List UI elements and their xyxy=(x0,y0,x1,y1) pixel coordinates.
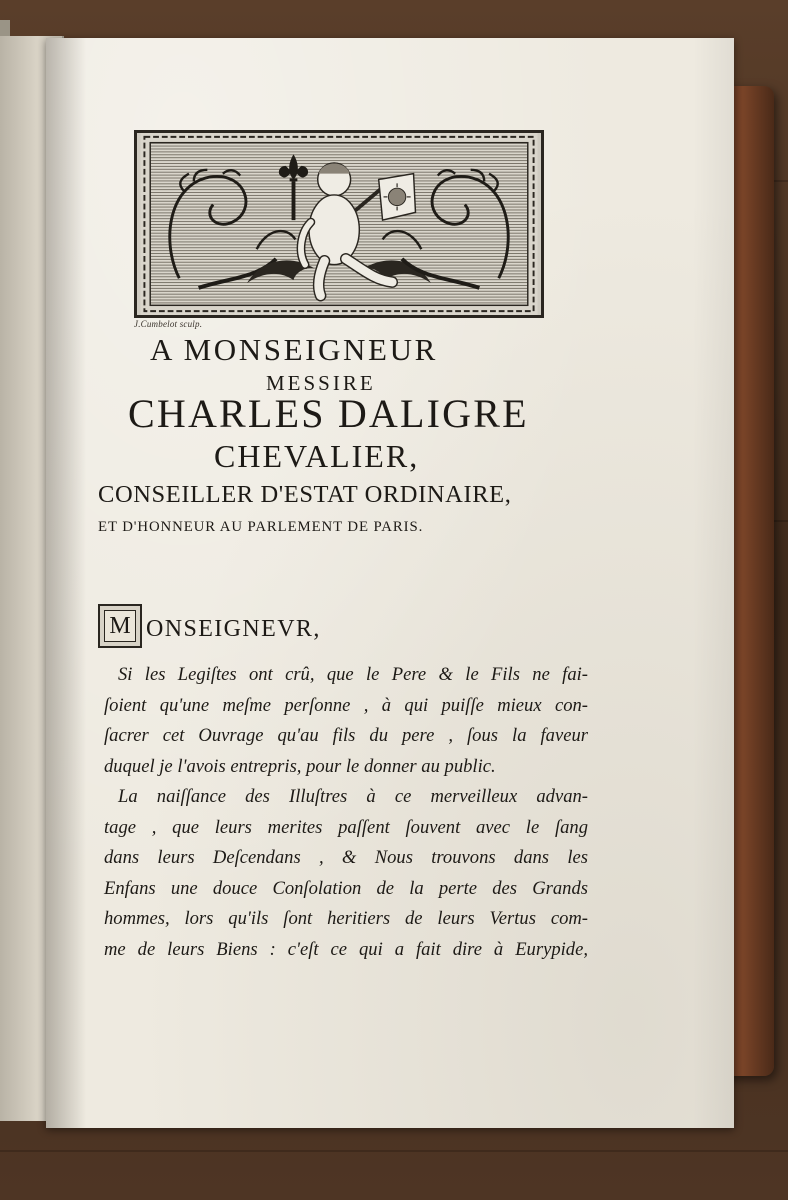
text-line: ſacrer cet Ouvrage qu'au fils du pere , ſous la faveur xyxy=(104,725,588,746)
engraver-signature: J.Cumbelot sculp. xyxy=(134,319,203,329)
title-chevalier: CHEVALIER, xyxy=(214,438,420,474)
gutter-shadow xyxy=(46,38,86,1128)
text-line: Si les Legiſtes ont crû, que le Pere & le Fils ne fai- xyxy=(118,664,588,685)
text-line: La naiſſance des Illuſtres à ce merveilleux advan- xyxy=(118,786,588,807)
text-line: duquel je l'avois entrepris, pour le donner au public. xyxy=(104,755,496,777)
title-conseiller: CONSEILLER D'ESTAT ORDINAIRE, xyxy=(98,481,512,508)
text-line: me de leurs Biens : c'eſt ce qui a fait dire à Eurypide, xyxy=(104,938,588,960)
text-line: tage , que leurs merites paſſent ſouvent avec le ſang xyxy=(104,816,588,838)
sun-banner-icon xyxy=(379,174,416,220)
title-parlement: ET D'HONNEUR AU PARLEMENT DE PARIS. xyxy=(98,519,424,535)
salutation: ONSEIGNEVR, xyxy=(146,616,321,642)
drop-cap-letter: M xyxy=(104,610,136,642)
text-line: ſoient qu'une meſme perſonne , à qui puiſſe mieux con- xyxy=(104,694,588,716)
drop-cap xyxy=(98,604,142,648)
title-messire: MESSIRE xyxy=(266,371,376,395)
wood-grain xyxy=(0,1150,788,1152)
dedication-body xyxy=(104,660,588,965)
title-dedicatee-line: A MONSEIGNEUR xyxy=(150,332,438,367)
vignette-engraving xyxy=(137,133,541,315)
text-line: hommes, lors qu'ils ſont heritiers de leurs Vertus com- xyxy=(104,908,588,929)
title-name: CHARLES DALIGRE xyxy=(128,391,529,436)
engraved-vignette xyxy=(134,130,544,318)
text-line: dans leurs Deſcendans , & Nous trouvons dans les xyxy=(104,847,588,868)
dedication-page xyxy=(46,38,734,1128)
text-line: Enfans une douce Conſolation de la perte des Grands xyxy=(104,877,588,899)
